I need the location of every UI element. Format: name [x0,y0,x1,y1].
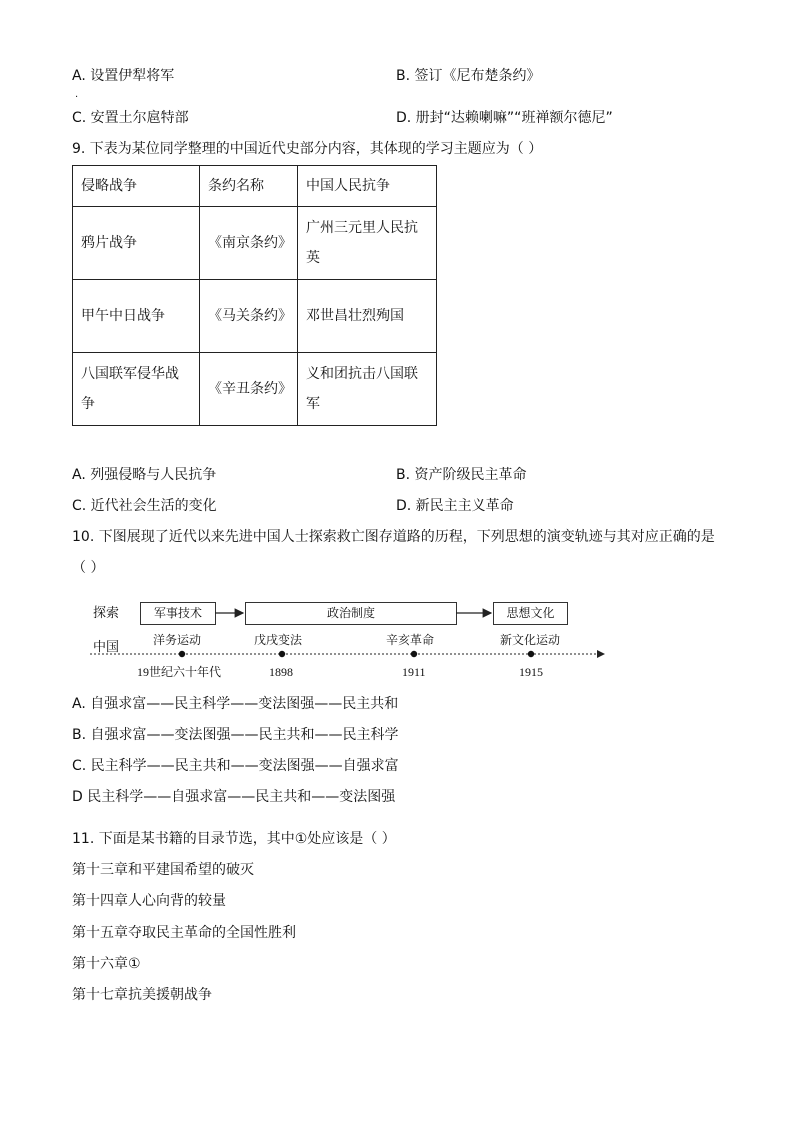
timeline-year: 1915 [519,665,543,679]
q9-stem: 9. 下表为某位同学整理的中国近代史部分内容，其体现的学习主题应为（ ） [72,141,543,157]
q9-option-b: B. 资产阶级民主革命 [396,467,527,483]
q10-stem-line1: 10. 下图展现了近代以来先进中国人士探索救亡图存道路的历程，下列思想的演变轨迹与其对应正确的是 [72,529,715,545]
table-cell: 广州三元里人民抗英 [298,207,437,280]
table-cell: 《南京条约》 [200,207,298,280]
q10-option-a: A. 自强求富——民主科学——变法图强——民主共和 [72,696,399,712]
timeline-event: 戊戌变法 [254,633,303,647]
timeline-dot [528,651,534,657]
chapter-item: 第十四章人心向背的较量 [72,893,226,909]
chapter-item: 第十三章和平建国希望的破灭 [72,862,254,878]
q10-option-b: B. 自强求富——变法图强——民主共和——民主科学 [72,727,399,743]
table-cell: 甲午中日战争 [73,280,200,353]
q8-option-a: A. 设置伊犁将军 [72,68,175,84]
table-cell: 鸦片战争 [73,207,200,280]
timeline-arrowhead [597,650,605,658]
timeline-year: 1898 [269,665,293,679]
table-cell: 义和团抗击八国联军 [298,353,437,426]
table-header-treaty: 条约名称 [200,166,298,207]
timeline-event: 新文化运动 [500,633,561,647]
q8-option-d: D. 册封“达赖喇嘛”“班禅额尔德尼” [396,110,613,126]
table-cell: 八国联军侵华战争 [73,353,200,426]
q10-stem-line2: （ ） [72,560,105,576]
chapter-item: 第十五章夺取民主革命的全国性胜利 [72,925,296,941]
timeline-box-political: 政治制度 [245,602,457,625]
q9-option-c: C. 近代社会生活的变化 [72,498,217,514]
timeline-event: 洋务运动 [153,633,202,647]
timeline-year: 19世纪六十年代 [137,665,222,679]
table-cell: 邓世昌壮烈殉国 [298,280,437,353]
timeline-event: 辛亥革命 [386,633,435,647]
chapter-item: 第十七章抗美援朝战争 [72,987,212,1003]
timeline-dot [179,651,185,657]
q10-option-d: D 民主科学——自强求富——民主共和——变法图强 [72,789,396,805]
q8-option-c: C. 安置土尔扈特部 [72,110,189,126]
timeline-year: 1911 [402,665,426,679]
timeline-box-military: 军事技术 [140,602,216,625]
timeline-label-explore: 探索 [93,606,120,621]
timeline-dot [279,651,285,657]
table-header-resistance: 中国人民抗争 [298,166,437,207]
chapter-item: 第十六章① [72,956,141,972]
timeline-label-china: 中国 [93,640,120,655]
q9-option-d: D. 新民主主义革命 [396,498,514,514]
q8-option-b: B. 签订《尼布楚条约》 [396,68,541,84]
table-cell: 《马关条约》 [200,280,298,353]
q11-stem: 11. 下面是某书籍的目录节选，其中①处应该是（ ） [72,831,396,847]
q9-option-a: A. 列强侵略与人民抗争 [72,467,217,483]
timeline-box-culture: 思想文化 [493,602,568,625]
table-cell: 《辛丑条约》 [200,353,298,426]
q10-option-c: C. 民主科学——民主共和——变法图强——自强求富 [72,758,399,774]
stray-mark: . [75,89,79,100]
table-header-war: 侵略战争 [73,166,200,207]
timeline-dot [411,651,417,657]
